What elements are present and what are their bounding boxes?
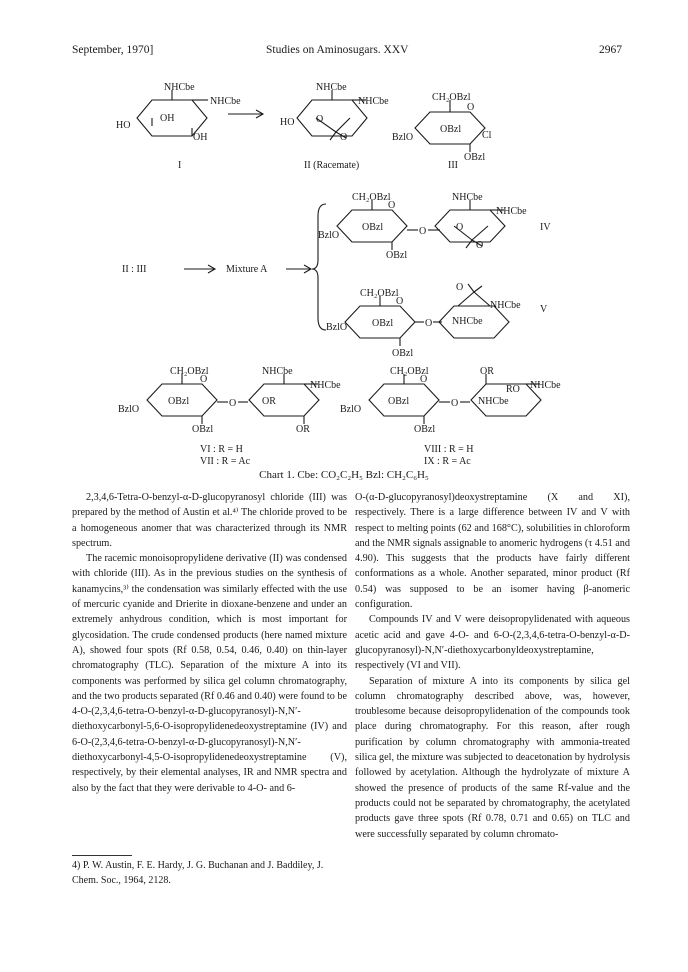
c5-o-top: O — [456, 282, 464, 293]
c5-obzl-mid: OBzl — [372, 318, 394, 329]
arrow-to-mixture — [184, 265, 215, 273]
c4-obzl-mid: OBzl — [362, 222, 384, 233]
c6-obzl-bottom: OBzl — [192, 424, 214, 435]
chart-caption: Chart 1. Cbe: CO₂C₂H₅ Bzl: CH₂C₆H₅ — [259, 469, 429, 481]
c8-ro: RO — [506, 384, 520, 395]
footnote: 4) P. W. Austin, F. E. Hardy, J. G. Buchanan and J. Baddiley, J. Chem. Soc., 1964, 2128. — [72, 860, 324, 886]
paragraph: O-(α-D-glucopyranosyl)deoxystreptamine (X and XI), respectively. There is a large difference between IV and V with respect to melting points (62 and 168°C), solubilities in chloroform and the NMR signals assignable to anomeric hydrogens (τ 4.51 and 4.90). This suggests that the products have fairly different conformations as a whole. Another separated, minor product (Rf 0.54) was supposed to be an isomer having β-anomeric configuration. — [355, 492, 630, 611]
c8-nhcbe-right: NHCbe — [530, 380, 561, 391]
paragraph: 2,3,4,6-Tetra-O-benzyl-α-D-glucopyranosyl chloride (III) was prepared by the method of Austin et al.⁴⁾ The chloride proved to be a homogeneous anomer that was characterized through its NMR spectrum. — [72, 492, 347, 549]
c5-label: V — [540, 304, 548, 315]
c5-o-ring: O — [396, 296, 404, 307]
c3-cl: Cl — [482, 130, 492, 141]
c6-link-o: O — [229, 398, 237, 409]
c4-nhcbe-right: NHCbe — [496, 206, 527, 217]
c4-nhcbe-top: NHCbe — [452, 192, 483, 203]
running-header-date: September, 1970] — [72, 44, 154, 56]
brace-icon — [312, 204, 326, 330]
c1-nhcbe-right: NHCbe — [210, 96, 241, 107]
c6-or-mid: OR — [262, 396, 276, 407]
c6-nhcbe-right: NHCbe — [310, 380, 341, 391]
c4-bzlo: BzlO — [318, 230, 340, 241]
c8-o-ring: O — [420, 374, 428, 385]
c8-label-b: IX : R = Ac — [424, 456, 471, 467]
c5-obzl-bottom: OBzl — [392, 348, 414, 359]
arrow-I-to-II — [228, 110, 263, 118]
c8-obzl-bottom: OBzl — [414, 424, 436, 435]
c6-or-bottom: OR — [296, 424, 310, 435]
c8-obzl-mid: OBzl — [388, 396, 410, 407]
c8-bzlo: BzlO — [340, 404, 362, 415]
c6-bzlo: BzlO — [118, 404, 140, 415]
c1-ho: HO — [116, 120, 131, 131]
c6-obzl-mid: OBzl — [168, 396, 190, 407]
c8-nhcbe-ring: NHCbe — [478, 396, 509, 407]
c6-label-b: VII : R = Ac — [200, 456, 251, 467]
c2-o-a: O — [316, 114, 324, 125]
c4-obzl-bottom: OBzl — [386, 250, 408, 261]
body-column-left — [72, 490, 347, 796]
c5-nhcbe-right: NHCbe — [490, 300, 521, 311]
c4-o-b: O — [476, 240, 484, 251]
running-header-title: Studies on Aminosugars. XXV — [266, 44, 409, 56]
reaction-scheme — [0, 0, 688, 480]
c1-oh-mid: OH — [160, 113, 175, 124]
c3-obzl-bottom: OBzl — [464, 152, 486, 163]
c2-nhcbe-right: NHCbe — [358, 96, 389, 107]
paragraph: Separation of mixture A into its components by silica gel column chromatography described above, was, however, troublesome because deisopropylidenation of the compounds took place during chromatography. For this reason, after rough purification by column chromatography with ammonia-treated silica gel, the mixture was subjected to deacetonation by hydrolysis followed by acetylation. Although the hydrolyzate of mixture A showed the presence of products of the same Rf-value and the products could not be separated by chromatography, the acetylated products gave three spots (Rf 0.78, 0.71 and 0.65) on TLC and were successfully separated by column chromato- — [355, 675, 630, 840]
c5-bzlo: BzlO — [326, 322, 348, 333]
c4-o-a: O — [456, 222, 464, 233]
c2-o-b: O — [340, 132, 348, 143]
c4-ch2obzl: CH₂OBzl — [352, 192, 391, 203]
footnote-divider — [72, 855, 132, 856]
c4-link-o: O — [419, 226, 427, 237]
c4-o-ring: O — [388, 200, 396, 211]
c5-nhcbe-ring: NHCbe — [452, 316, 483, 327]
c1-nhcbe-top: NHCbe — [164, 82, 195, 93]
c8-or-top: OR — [480, 366, 494, 377]
c5-link-o: O — [425, 318, 433, 329]
c2-nhcbe-top: NHCbe — [316, 82, 347, 93]
c8-ch2obzl: CH₂OBzl — [390, 366, 429, 377]
paragraph: Compounds IV and V were deisopropylidenated with aqueous acetic acid and gave 4-O- and 6-O-(2,3,4,6-tetra-O-benzyl-α-D-glucopyranosyl)-N,N′-diethoxycarbonyldeoxystreptamine, respectively (VI and VII). — [355, 614, 630, 672]
c4-label: IV — [540, 222, 551, 233]
c2-ho: HO — [280, 117, 295, 128]
c5-ch2obzl: CH₂OBzl — [360, 288, 399, 299]
arrow-to-products — [286, 265, 311, 273]
compound-II-structure — [297, 90, 367, 140]
c6-ch2obzl: CH₂OBzl — [170, 366, 209, 377]
c6-nhcbe-top: NHCbe — [262, 366, 293, 377]
c3-o-ring: O — [467, 102, 475, 113]
paragraph: The racemic monoisopropylidene derivative (II) was condensed with chloride (III). As in the previous studies on the synthesis of kanamycins,³⁾ the condensation was similarly effected with the use of mercuric cyanide and Drierite in dioxane-benzene and under an extremely anhydrous condition, which is most important for glycosidation. The crude condensed products (here named mixture A), showed four spots (Rf 0.58, 0.54, 0.46, 0.40) on thin-layer chromatography (TLC). Separation of the mixture A into its components was performed by silica gel column chromatography, and the two products separated (Rf 0.46 and 0.40) were found to be 4-O-(2,3,4,6-tetra-O-benzyl-α-D-glucopyranosyl)-N,N′-diethoxycarbonyl-5,6-O-isopropylidenedeoxystreptamine (IV) and 6-O-(2,3,4,6-tetra-O-benzyl-α-D-glucopyranosyl)-N,N′-diethoxycarbonyl-4,5-O-isopropylidenedeoxystreptamine (V), respectively, by their elemental analyses, IR and NMR spectra and also by the fact that they were derivable to 4-O- and 6- — [72, 553, 347, 794]
c6-o-ring: O — [200, 374, 208, 385]
c3-bzlo: BzlO — [392, 132, 414, 143]
c3-ch2obzl: CH₂OBzl — [432, 92, 471, 103]
c6-label-a: VI : R = H — [200, 444, 243, 455]
c3-label: III — [448, 160, 458, 171]
c2-label: II (Racemate) — [304, 160, 360, 171]
c3-obzl-mid: OBzl — [440, 124, 462, 135]
body-column-right — [355, 490, 630, 842]
mixture-a-label: Mixture A — [226, 264, 268, 275]
scheme-reactants: II : III — [122, 264, 147, 275]
c8-link-o: O — [451, 398, 459, 409]
c8-label-a: VIII : R = H — [424, 444, 474, 455]
c1-label: I — [178, 160, 182, 171]
page-number: 2967 — [599, 44, 622, 56]
c1-oh-bottom: OH — [193, 132, 208, 143]
